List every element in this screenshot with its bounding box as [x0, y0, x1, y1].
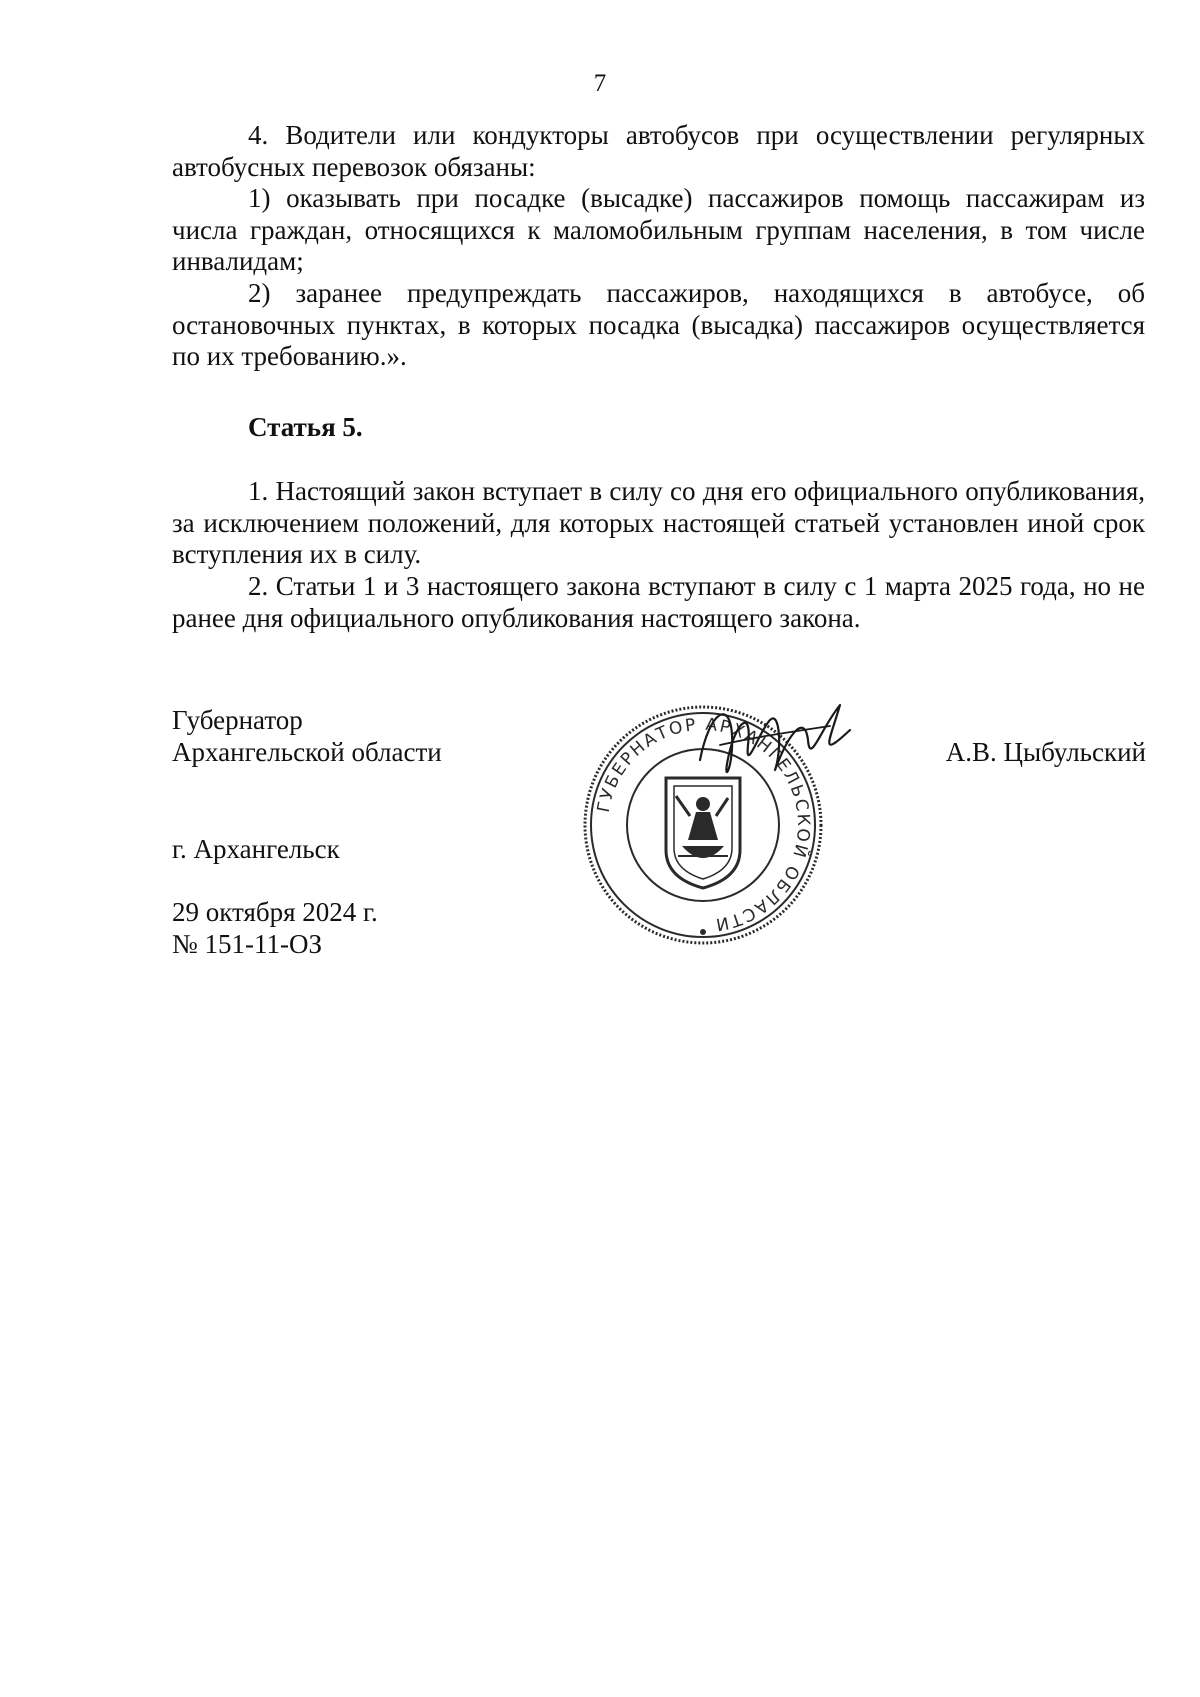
- paragraph-4-item-2: 2) заранее предупреждать пассажиров, находящихся в автобусе, об остановочных пунктах, в которых посадка (высадка) пассажиров осуществляется по их требованию.».: [172, 278, 1145, 371]
- svg-text:ГУБЕРНАТОР АРХАНГЕЛЬСКОЙ ОБЛАС: ГУБЕРНАТОР АРХАНГЕЛЬСКОЙ ОБЛАСТИ: [593, 714, 814, 935]
- page-number: 7: [593, 70, 607, 97]
- article-heading: Статья 5.: [248, 412, 363, 442]
- handwritten-signature: [690, 690, 860, 800]
- paragraph-4-item-1: 1) оказывать при посадке (высадке) пассажиров помощь пассажирам из числа граждан, относящихся к маломобильным группам населения, в том числе инвалидам;: [172, 183, 1145, 276]
- signatory-name: А.В. Цыбульский: [945, 737, 1146, 767]
- date: 29 октября 2024 г.: [172, 897, 378, 927]
- article-5-paragraph-2: 2. Статьи 1 и 3 настоящего закона вступают в силу с 1 марта 2025 года, но не ранее дня официального опубликования настоящего закона.: [172, 571, 1145, 633]
- place: г. Архангельск: [172, 834, 340, 864]
- signer-position-line1: Губернатор: [172, 705, 303, 735]
- signer-position-line2: Архангельской области: [172, 737, 442, 767]
- article-5-paragraph-1: 1. Настоящий закон вступает в силу со дня его официального опубликования, за исключением положений, для которых настоящей статьей установлен иной срок вступления их в силу.: [172, 476, 1145, 569]
- law-number: № 151-11-ОЗ: [172, 929, 323, 959]
- paragraph-4: 4. Водители или кондукторы автобусов при осуществлении регулярных автобусных перевозок обязаны:: [172, 120, 1145, 182]
